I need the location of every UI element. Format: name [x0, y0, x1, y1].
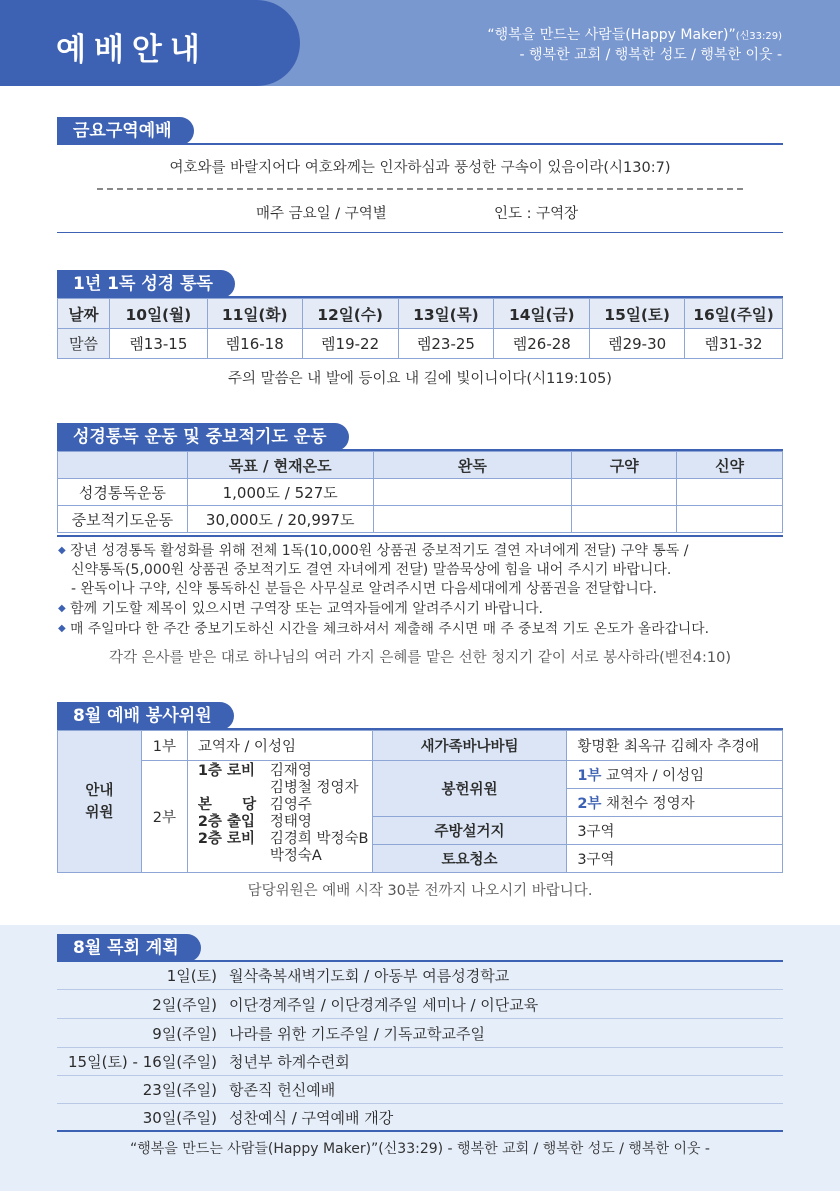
table-cell: 렘16-18 — [207, 329, 302, 359]
offering-1-value: 교역자 / 이성임 — [606, 768, 705, 784]
motto-line-1: “행복을 만드는 사람들(Happy Maker)” — [487, 27, 736, 43]
part-1-label: 1부 — [141, 731, 187, 761]
note-1b: 신약통독(5,000원 상품권 중보적기도 결연 자녀에게 전달) 말씀묵상에 힘을 내어 주시기 바랍니다. — [71, 562, 672, 578]
section-title-campaign: 성경통독 운동 및 중보적기도 운동 — [57, 423, 349, 451]
header-cell: 날짜 — [58, 299, 110, 329]
lobby-2-label: 2층 로비 — [197, 831, 255, 847]
table-cell — [572, 479, 677, 506]
note-1c: - 완독이나 구약, 신약 통독하신 분들은 사무실로 알려주시면 다음세대에게 상품권을 전달합니다. — [71, 581, 657, 597]
header-cell: 목표 / 현재온도 — [187, 452, 373, 479]
lobby-1-label: 1층 로비 — [197, 763, 255, 779]
table-cell: 30,000도 / 20,997도 — [187, 506, 373, 533]
new-family-value: 황명환 최옥규 김혜자 추경애 — [567, 731, 783, 761]
page-title: 예배안내 — [56, 32, 208, 68]
table-row — [58, 731, 783, 761]
plan-date: 2일(주일) — [152, 996, 217, 1014]
offering-2-value: 채천수 정영자 — [606, 796, 695, 812]
list-item — [57, 1020, 783, 1048]
cleaning-value: 3구역 — [567, 845, 783, 873]
page-header — [0, 0, 840, 86]
offering-2 — [567, 789, 783, 817]
table-cell: 렘29-30 — [590, 329, 685, 359]
header-cell: 10일(월) — [109, 299, 207, 329]
table-row — [58, 761, 783, 789]
service-footnote: 담당위원은 예배 시작 30분 전까지 나오시기 바랍니다. — [247, 883, 593, 899]
section-rule — [57, 143, 783, 145]
plan-date: 9일(주일) — [152, 1025, 217, 1043]
section-title-service: 8월 예배 봉사위원 — [57, 702, 234, 730]
header-cell: 16일(주일) — [685, 299, 783, 329]
list-item — [57, 1076, 783, 1104]
table-bottom-rule — [57, 535, 783, 537]
lobby-2-line-2: 박정숙A — [269, 848, 322, 864]
plan-date: 15일(토) - 16일(주일) — [68, 1053, 217, 1071]
plan-date: 30일(주일) — [142, 1109, 217, 1127]
plan-date: 1일(토) — [166, 967, 217, 985]
lobby-2-line-1: 김경희 박정숙B — [269, 831, 369, 847]
bible-reading-table — [57, 298, 783, 359]
header-cell — [58, 452, 188, 479]
dashed-divider — [97, 188, 743, 190]
header-cell: 14일(금) — [494, 299, 590, 329]
table-cell — [373, 506, 572, 533]
section-title-friday: 금요구역예배 — [57, 117, 194, 145]
table-cell — [677, 506, 783, 533]
list-item — [57, 1104, 783, 1132]
row-label: 중보적기도운동 — [58, 506, 188, 533]
page-footer-motto: “행복을 만드는 사람들(Happy Maker)”(신33:29) - 행복한 교회 / 행복한 성도 / 행복한 이웃 - — [130, 1141, 710, 1157]
table-cell: 렘26-28 — [494, 329, 590, 359]
part-2-assignments — [187, 761, 372, 873]
bible-verse: 주의 말씀은 내 발에 등이요 내 길에 빛이니이다(시119:105) — [228, 371, 612, 387]
section-bottom-rule — [57, 232, 783, 233]
note-3: 매 주일마다 한 주간 중보기도하신 시간을 체크하셔서 제출해 주시면 매 주 중보적 기도 온도가 올라갑니다. — [70, 621, 709, 637]
header-cell: 13일(목) — [398, 299, 494, 329]
guide-committee-label — [58, 731, 142, 873]
table-row — [58, 506, 783, 533]
offering-label: 봉헌위원 — [372, 761, 567, 817]
entrance-2-value: 정태영 — [269, 814, 312, 830]
motto-line-2: - 행복한 교회 / 행복한 성도 / 행복한 이웃 - — [519, 47, 782, 63]
table-cell: 렘23-25 — [398, 329, 494, 359]
table-row — [58, 479, 783, 506]
table-cell: 렘19-22 — [302, 329, 398, 359]
offering-1 — [567, 761, 783, 789]
service-volunteers-table — [57, 730, 783, 873]
header-cell: 구약 — [572, 452, 677, 479]
offering-1-part: 1부 — [577, 768, 602, 784]
header-cell: 완독 — [373, 452, 572, 479]
plan-event: 나라를 위한 기도주일 / 기독교학교주일 — [229, 1025, 485, 1043]
plan-event: 항존직 헌신예배 — [229, 1081, 336, 1099]
guide-label-line-2: 위원 — [85, 804, 114, 821]
list-item — [57, 991, 783, 1019]
plan-event: 이단경계주일 / 이단경계주일 세미나 / 이단교육 — [229, 996, 539, 1014]
campaign-notes — [58, 541, 788, 639]
table-header-row — [58, 452, 783, 479]
table-cell — [373, 479, 572, 506]
table-cell: 렘13-15 — [109, 329, 207, 359]
main-hall-label: 본 당 — [197, 797, 257, 813]
diamond-bullet-icon: ◆ — [58, 603, 66, 614]
plan-event: 월삭축복새벽기도회 / 아동부 여름성경학교 — [229, 967, 510, 985]
friday-verse: 여호와를 바랄지어다 여호와께는 인자하심과 풍성한 구속이 있음이라(시130:7) — [169, 160, 671, 176]
list-item — [57, 1048, 783, 1076]
header-cell: 15일(토) — [590, 299, 685, 329]
table-cell: 1,000도 / 527도 — [187, 479, 373, 506]
entrance-2-label: 2층 출입 — [197, 814, 255, 830]
table-row — [58, 329, 783, 359]
part-1-value: 교역자 / 이성임 — [187, 731, 372, 761]
row-label: 성경통독운동 — [58, 479, 188, 506]
header-cell: 11일(화) — [207, 299, 302, 329]
kitchen-value: 3구역 — [567, 817, 783, 845]
friday-leader: 인도 : 구역장 — [494, 206, 579, 222]
cleaning-label: 토요청소 — [372, 845, 567, 873]
header-motto — [487, 26, 782, 64]
header-title-block — [0, 0, 300, 86]
plan-date: 23일(주일) — [142, 1081, 217, 1099]
list-item — [57, 962, 783, 990]
campaign-verse: 각각 은사를 받은 대로 하나님의 여러 가지 은혜를 맡은 선한 청지기 같이 서로 봉사하라(벧전4:10) — [108, 650, 732, 666]
plan-event: 성찬예식 / 구역예배 개강 — [229, 1109, 394, 1127]
table-cell: 렘31-32 — [685, 329, 783, 359]
table-header-row — [58, 299, 783, 329]
header-cell: 12일(수) — [302, 299, 398, 329]
offering-2-part: 2부 — [577, 796, 602, 812]
lobby-1-line-1: 김재영 — [269, 763, 312, 779]
guide-label-line-1: 안내 — [85, 782, 114, 799]
kitchen-label: 주방설거지 — [372, 817, 567, 845]
diamond-bullet-icon: ◆ — [58, 623, 66, 634]
plan-event: 청년부 하계수련회 — [229, 1053, 350, 1071]
campaign-table — [57, 451, 783, 533]
part-2-label: 2부 — [141, 761, 187, 873]
section-title-plan: 8월 목회 계획 — [57, 934, 201, 962]
motto-reference: (신33:29) — [735, 31, 782, 42]
note-2: 함께 기도할 제목이 있으시면 구역장 또는 교역자들에게 알려주시기 바랍니다. — [70, 601, 543, 617]
lobby-1-line-2: 김병철 정영자 — [269, 780, 359, 796]
diamond-bullet-icon: ◆ — [58, 545, 66, 556]
note-1a: 장년 성경통독 활성화를 위해 전체 1독(10,000원 상품권 중보적기도 결연 자녀에게 전달) 구약 통독 / — [70, 543, 689, 559]
friday-schedule: 매주 금요일 / 구역별 — [256, 206, 387, 222]
row-label: 말씀 — [58, 329, 110, 359]
section-title-bible-reading: 1년 1독 성경 통독 — [57, 270, 235, 298]
main-hall-value: 김영주 — [269, 797, 312, 813]
table-cell — [572, 506, 677, 533]
new-family-label: 새가족바나바팀 — [372, 731, 567, 761]
header-cell: 신약 — [677, 452, 783, 479]
table-cell — [677, 479, 783, 506]
